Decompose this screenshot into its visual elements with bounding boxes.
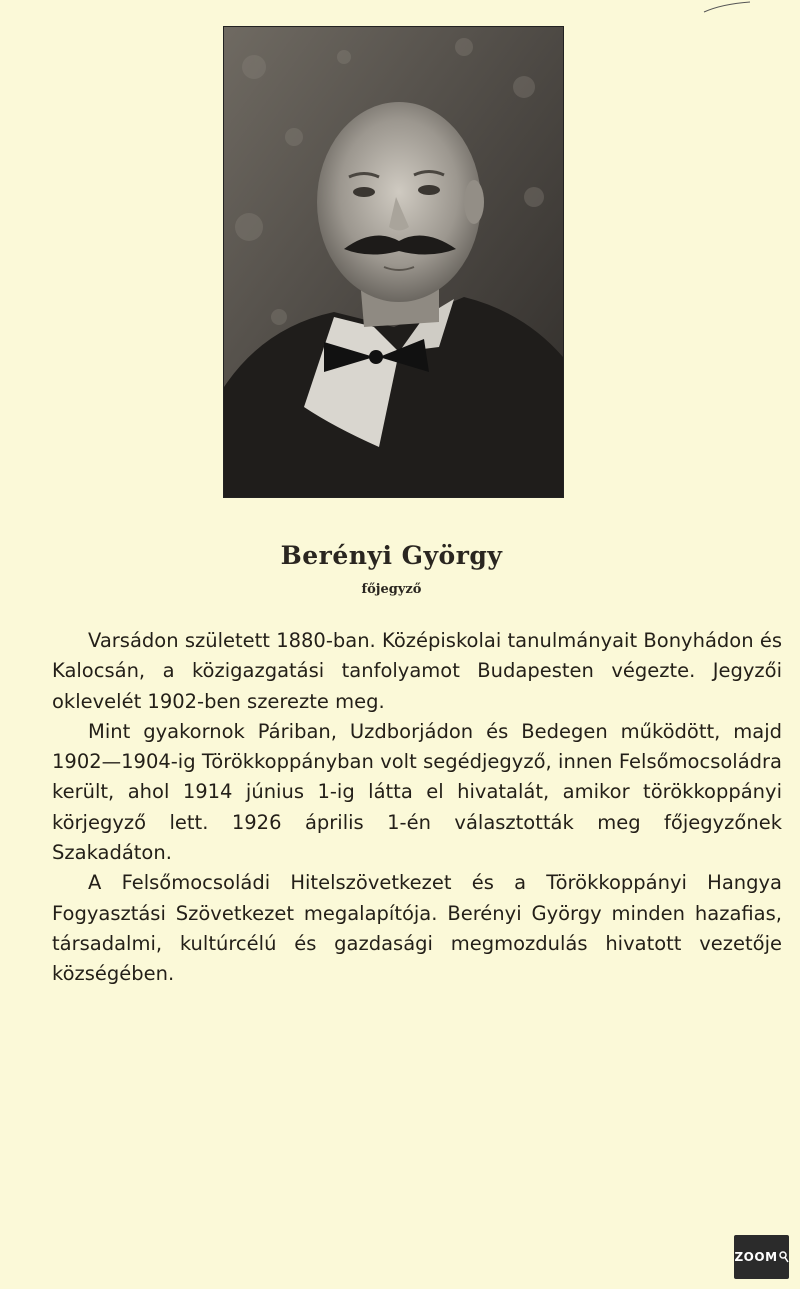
zoom-logo-text: ZOOM [734,1250,778,1264]
biography-paragraph: Mint gyakornok Páriban, Uzdborjádon és Bedegen működött, majd 1902—1904-ig Törökkoppányban volt segédjegyző, innen Felsőmocsoládra került, ahol 1914 június 1-ig látta el hivatalát, amikor törökkoppányi körjegyző lett. 1926 április 1-én választották meg főjegyzőnek Szakadáton. [52,719,782,865]
biography-paragraph: A Felsőmocsoládi Hitelszövetkezet és a Törökkoppányi Hangya Fogyasztási Szövetkezet megalapítója. Berényi György minden hazafias, társadalmi, kultúrcélú és gazdasági megmozdulás hivatott vezetője községében. [52,871,782,986]
magnifier-icon [779,1251,789,1263]
person-name: Berényi György [280,541,503,570]
biography-paragraph: Varsádon született 1880-ban. Középiskolai tanulmányait Bonyhádon és Kalocsán, a közigazgatási tanfolyamot Budapesten végezte. Jegyzői oklevelét 1902-ben szerezte meg. [52,629,782,713]
zoom-watermark-logo [734,1235,789,1279]
portrait-photo [223,26,564,498]
biography-text [52,626,782,990]
pencil-mark [702,0,752,14]
person-title: főjegyző [361,582,422,597]
